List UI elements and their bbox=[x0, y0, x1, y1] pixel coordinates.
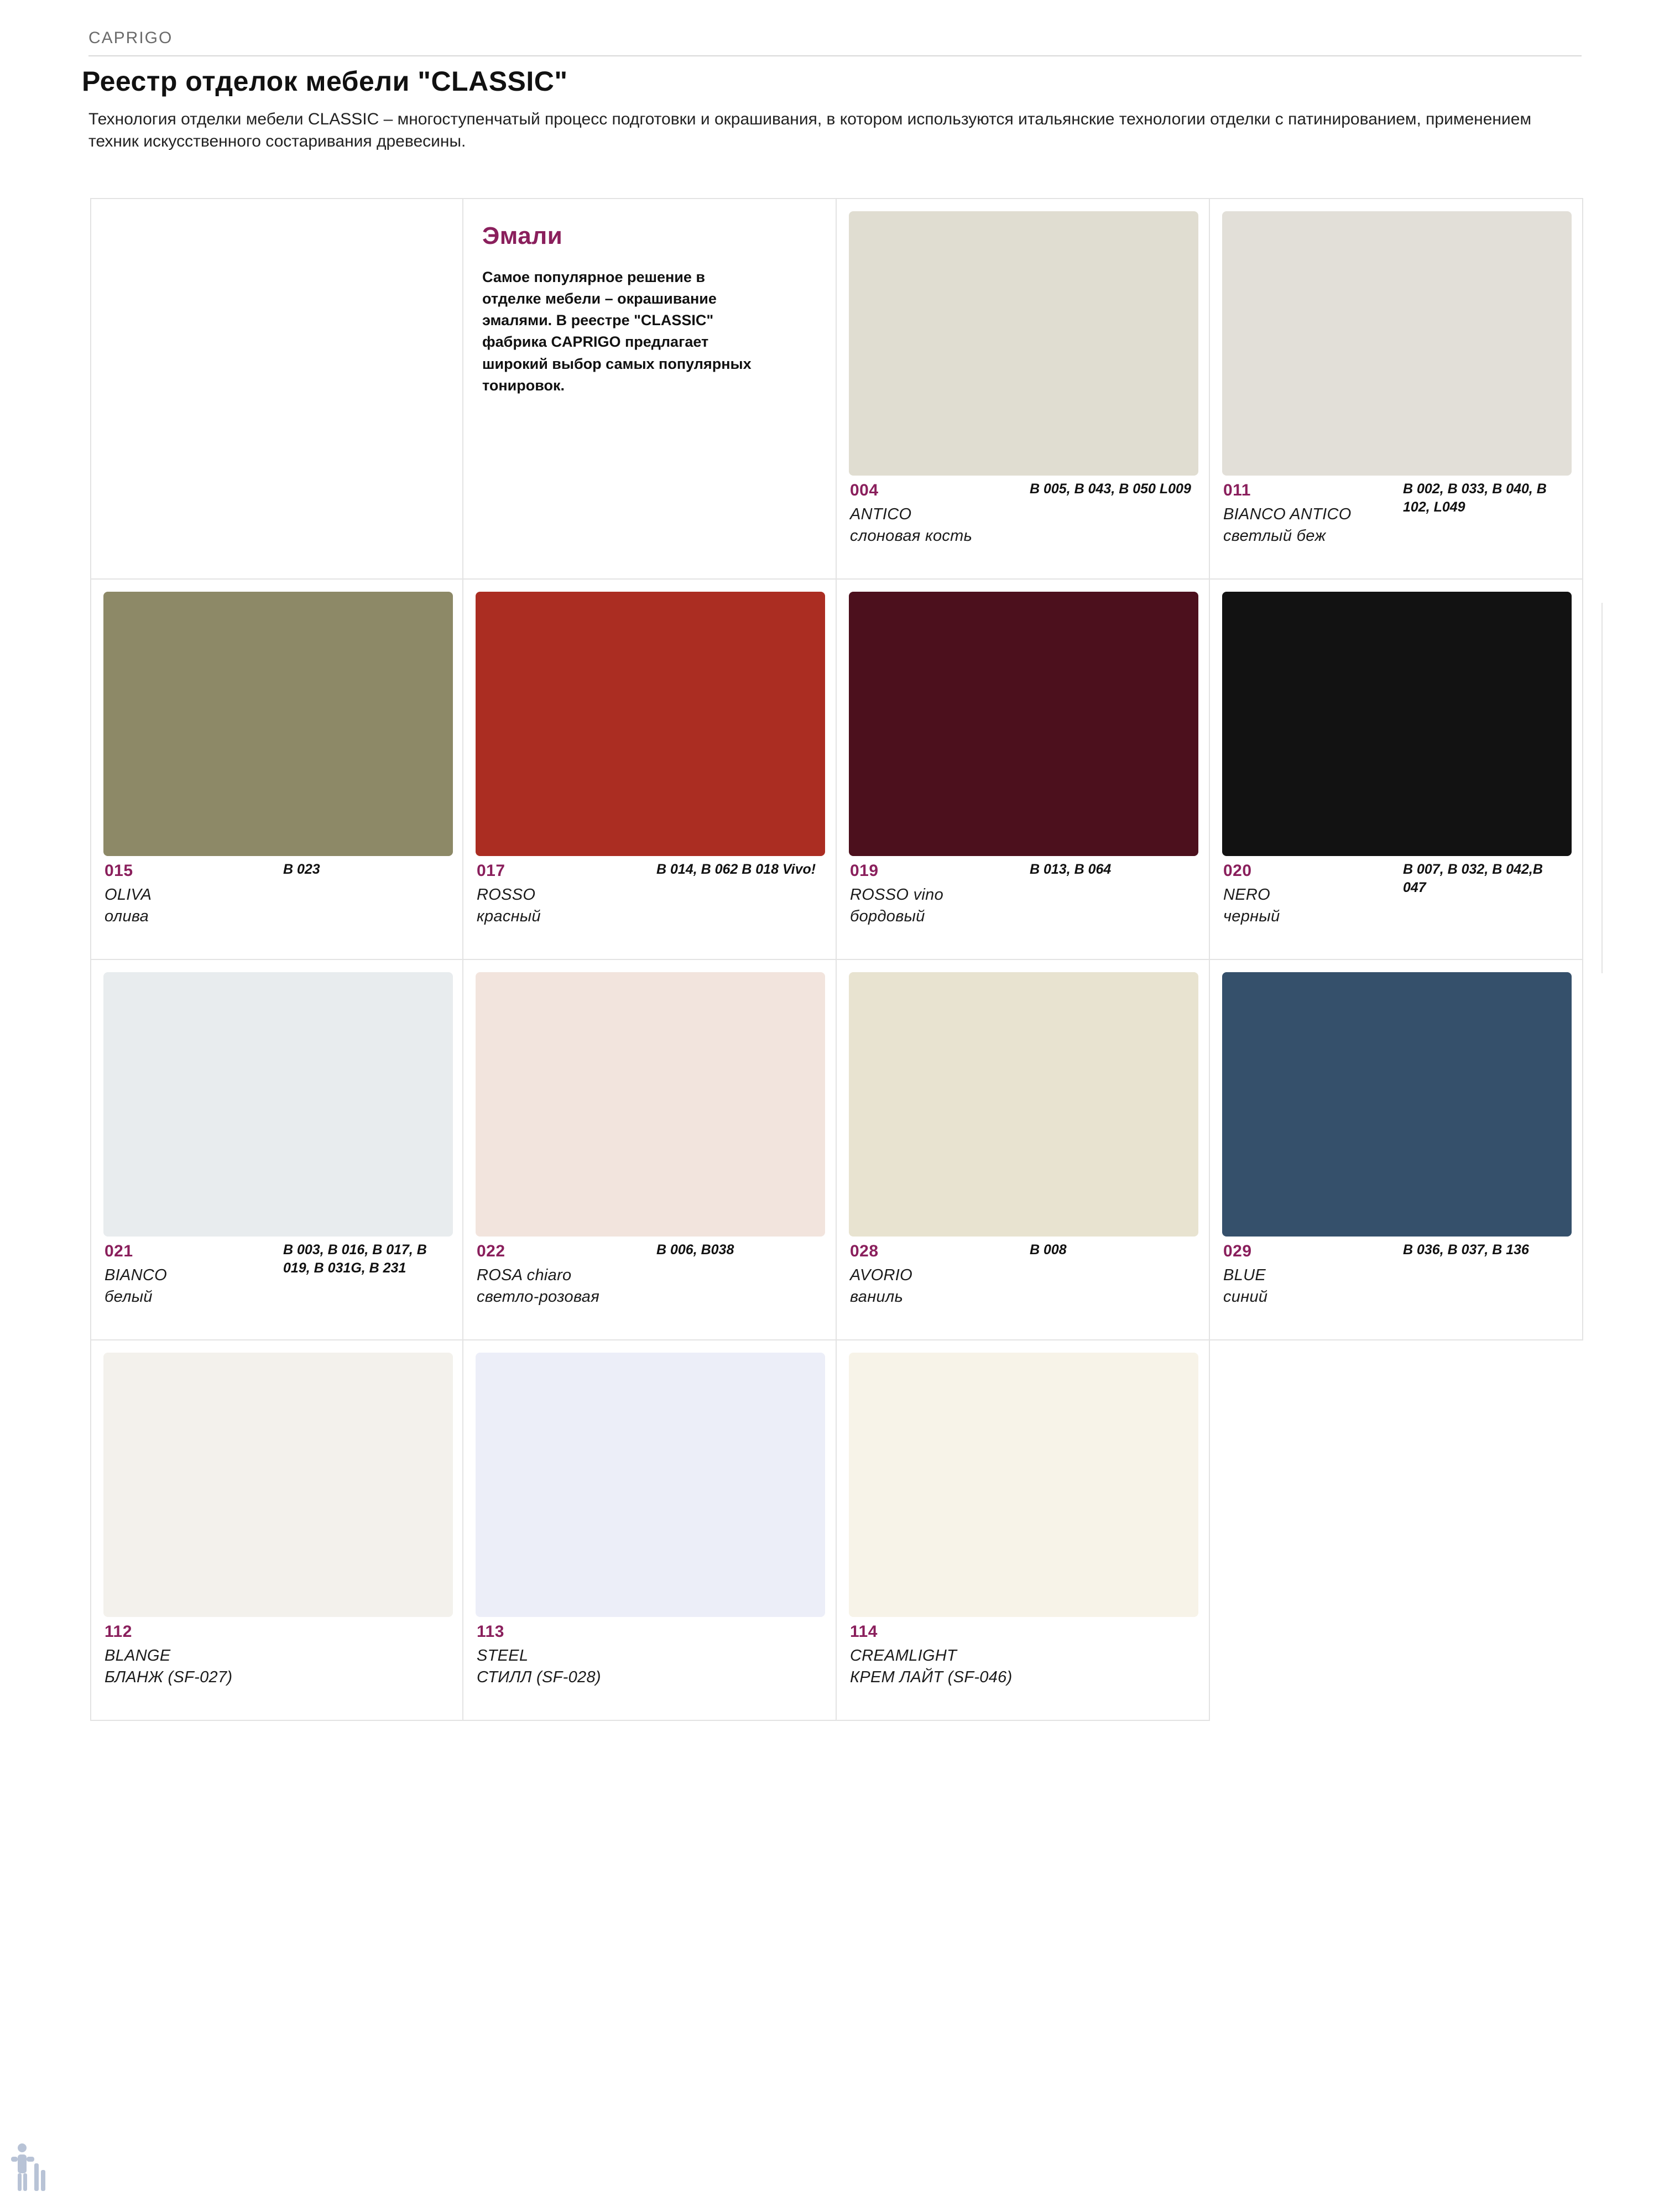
swatch-row bbox=[90, 1340, 1583, 1721]
grid-cell-empty bbox=[90, 198, 463, 580]
swatch-card-020[interactable] bbox=[1210, 580, 1583, 960]
swatch-name-ru: синий bbox=[1223, 1288, 1268, 1306]
swatch-row bbox=[90, 960, 1583, 1340]
swatch-card-011[interactable] bbox=[1210, 198, 1583, 580]
swatch-name-it: NERO bbox=[1223, 886, 1270, 904]
swatch-refs: B 002, B 033, B 040, B 102, L049 bbox=[1403, 481, 1547, 515]
swatch-name-it: BLUE bbox=[1223, 1266, 1266, 1284]
color-swatch bbox=[1222, 972, 1572, 1237]
color-swatch bbox=[849, 592, 1198, 856]
swatch-refs: B 006, B038 bbox=[656, 1242, 734, 1258]
swatch-name-it: BLANGE bbox=[105, 1647, 171, 1665]
color-swatch bbox=[103, 1353, 453, 1617]
swatch-name-ru: олива bbox=[105, 907, 149, 925]
swatch-name-ru: слоновая кость bbox=[850, 527, 973, 545]
swatch-card-113[interactable] bbox=[463, 1340, 837, 1721]
swatch-name-ru: черный bbox=[1223, 907, 1280, 925]
color-swatch bbox=[476, 972, 825, 1237]
section-intro-cell bbox=[463, 198, 837, 580]
swatch-refs: B 014, B 062 B 018 Vivo! bbox=[656, 862, 816, 877]
swatch-grid bbox=[90, 198, 1583, 1721]
color-swatch bbox=[849, 211, 1198, 476]
swatch-card-015[interactable] bbox=[90, 580, 463, 960]
intro-paragraph: Технология отделки мебели CLASSIC – многоступенчатый процесс подготовки и окрашивания, в котором используются итальянские технологии отделки с патинированием, применением техник искусственного состаривания древесины. bbox=[88, 110, 1532, 150]
color-swatch bbox=[476, 592, 825, 856]
swatch-card-022[interactable] bbox=[463, 960, 837, 1340]
swatch-name-ru: ваниль bbox=[850, 1288, 904, 1306]
section-body: Самое популярное решение в отделке мебели – окрашивание эмалями. В реестре "CLASSIC" фабрика CAPRIGO предлагает широкий выбор самых популярных тонировок. bbox=[482, 269, 752, 394]
swatch-name-ru: светлый беж bbox=[1223, 527, 1326, 545]
swatch-name-ru: красный bbox=[477, 907, 541, 925]
swatch-name-it: BIANCO ANTICO bbox=[1223, 505, 1352, 523]
swatch-code: 022 bbox=[477, 1242, 505, 1260]
swatch-code: 004 bbox=[850, 481, 879, 499]
swatch-refs: B 003, B 016, B 017, B 019, B 031G, B 231 bbox=[283, 1242, 427, 1276]
swatch-refs: B 036, B 037, B 136 bbox=[1403, 1242, 1529, 1258]
swatch-name-it: CREAMLIGHT bbox=[850, 1647, 957, 1665]
swatch-card-028[interactable] bbox=[837, 960, 1210, 1340]
color-swatch bbox=[1222, 592, 1572, 856]
swatch-name-it: AVORIO bbox=[850, 1266, 912, 1284]
swatch-refs: B 013, B 064 bbox=[1030, 862, 1112, 877]
header-divider bbox=[88, 55, 1582, 56]
page-title: Реестр отделок мебели "CLASSIC" bbox=[82, 66, 568, 97]
swatch-name-it: ROSA chiaro bbox=[477, 1266, 572, 1284]
swatch-code: 113 bbox=[477, 1623, 504, 1641]
swatch-refs: B 005, B 043, B 050 L009 bbox=[1030, 481, 1191, 497]
section-heading: Эмали bbox=[482, 222, 563, 249]
swatch-name-ru: бордовый bbox=[850, 907, 925, 925]
swatch-code: 020 bbox=[1223, 862, 1252, 880]
color-swatch bbox=[476, 1353, 825, 1617]
swatch-card-112[interactable] bbox=[90, 1340, 463, 1721]
swatch-name-it: OLIVA bbox=[105, 886, 152, 904]
color-swatch bbox=[1222, 211, 1572, 476]
swatch-card-021[interactable] bbox=[90, 960, 463, 1340]
swatch-name-ru: КРЕМ ЛАЙТ (SF-046) bbox=[850, 1668, 1013, 1686]
swatch-row bbox=[90, 198, 1583, 580]
swatch-code: 028 bbox=[850, 1242, 879, 1260]
color-swatch bbox=[103, 592, 453, 856]
swatch-card-029[interactable] bbox=[1210, 960, 1583, 1340]
brand-label: CAPRIGO bbox=[88, 29, 173, 47]
swatch-name-ru: светло-розовая bbox=[477, 1288, 599, 1306]
swatch-code: 011 bbox=[1223, 481, 1251, 499]
page-edge-marker bbox=[1601, 603, 1610, 973]
swatch-name-it: STEEL bbox=[477, 1647, 529, 1665]
swatch-code: 112 bbox=[105, 1623, 132, 1641]
swatch-name-it: ANTICO bbox=[850, 505, 912, 523]
grid-cell-empty bbox=[1210, 1340, 1583, 1721]
swatch-card-114[interactable] bbox=[837, 1340, 1210, 1721]
swatch-code: 017 bbox=[477, 862, 505, 880]
swatch-name-it: ROSSO vino bbox=[850, 886, 943, 904]
swatch-code: 015 bbox=[105, 862, 133, 880]
swatch-refs: B 023 bbox=[283, 862, 320, 877]
swatch-code: 029 bbox=[1223, 1242, 1252, 1260]
color-swatch bbox=[849, 1353, 1198, 1617]
swatch-refs: B 008 bbox=[1030, 1242, 1067, 1258]
swatch-name-ru: БЛАНЖ (SF-027) bbox=[105, 1668, 233, 1686]
color-swatch bbox=[849, 972, 1198, 1237]
swatch-code: 114 bbox=[850, 1623, 878, 1641]
swatch-card-017[interactable] bbox=[463, 580, 837, 960]
swatch-name-ru: белый bbox=[105, 1288, 153, 1306]
swatch-name-ru: СТИЛЛ (SF-028) bbox=[477, 1668, 601, 1686]
swatch-code: 019 bbox=[850, 862, 879, 880]
color-swatch bbox=[103, 972, 453, 1237]
swatch-refs: B 007, B 032, B 042,B 047 bbox=[1403, 862, 1543, 895]
footer-watermark-logo bbox=[10, 2141, 49, 2194]
swatch-code: 021 bbox=[105, 1242, 133, 1260]
swatch-name-it: BIANCO bbox=[105, 1266, 167, 1284]
swatch-card-019[interactable] bbox=[837, 580, 1210, 960]
swatch-card-004[interactable] bbox=[837, 198, 1210, 580]
swatch-row bbox=[90, 580, 1583, 960]
swatch-name-it: ROSSO bbox=[477, 886, 536, 904]
